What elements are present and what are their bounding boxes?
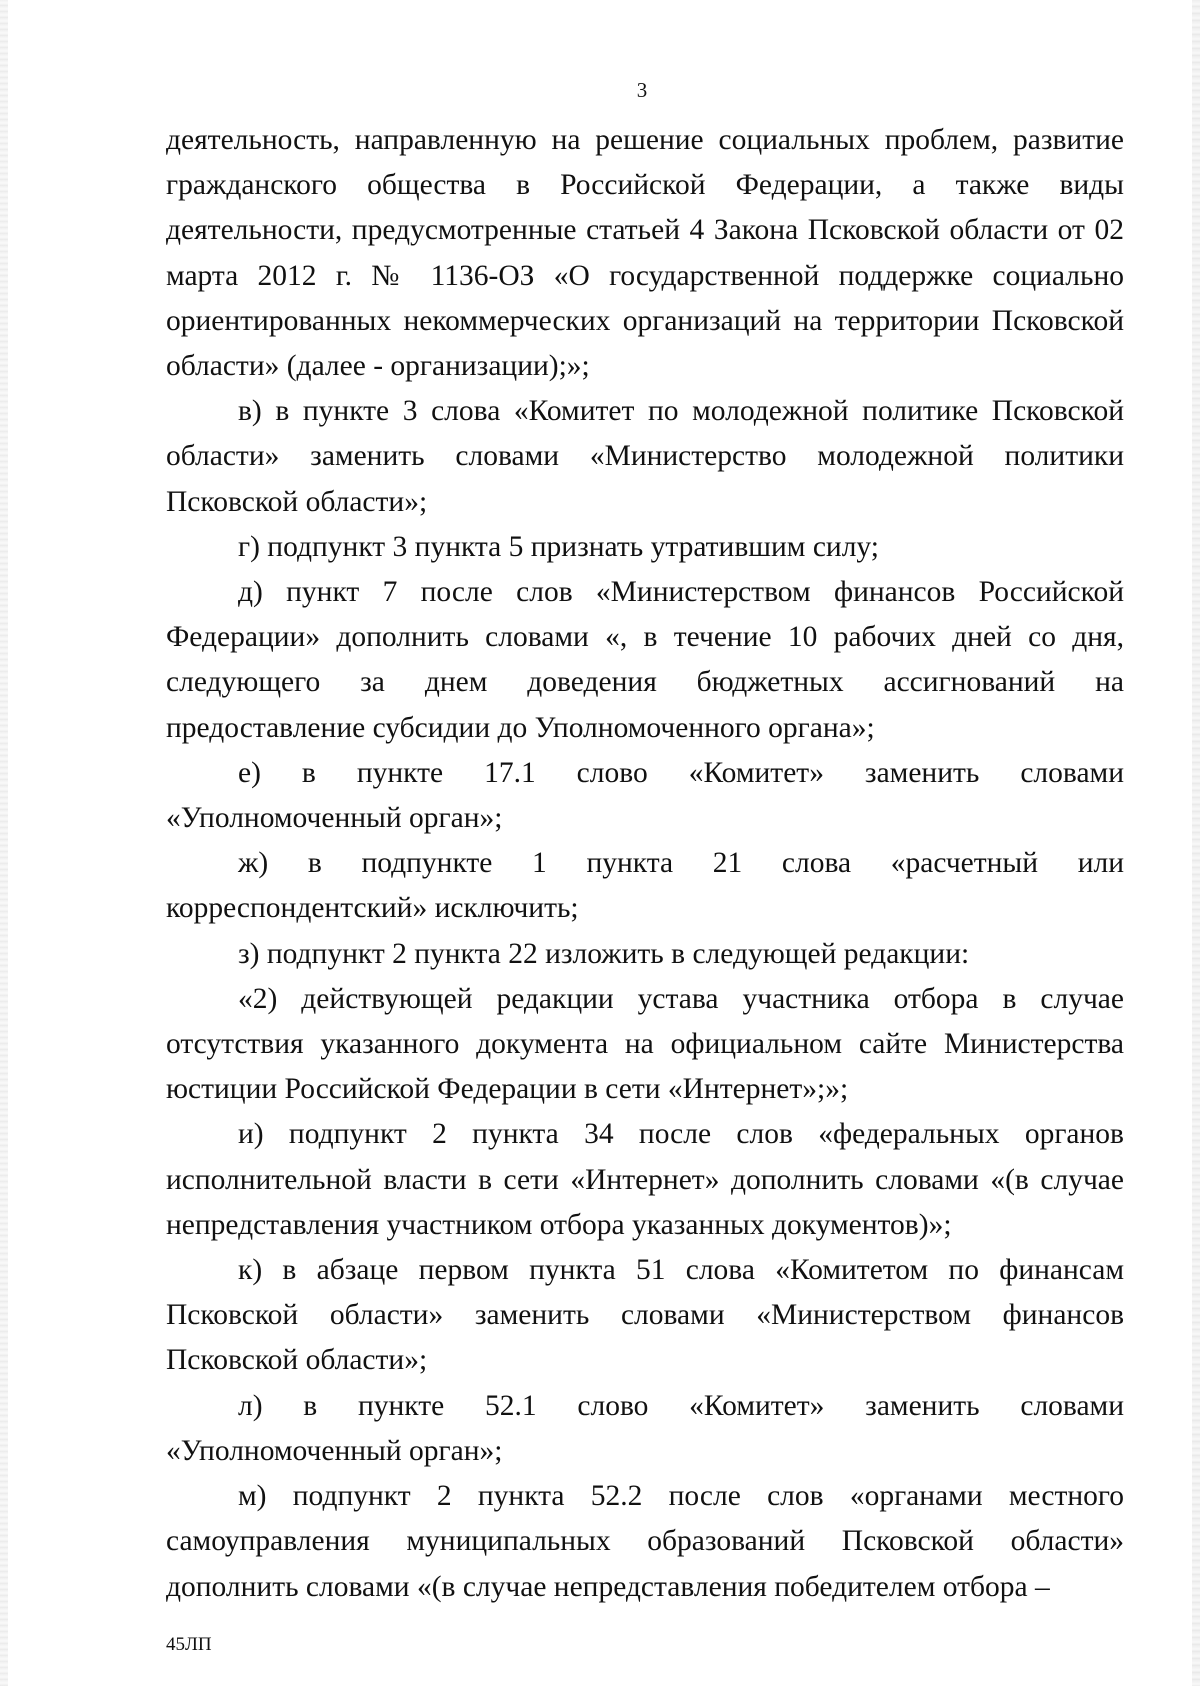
paragraph-item-m: м) подпункт 2 пункта 52.2 после слов «органами местного самоуправления муниципальных образований Псковской области» дополнить словами «(в случае непредставления победителем отбора – xyxy=(166,1480,1124,1603)
paragraph-item-z: з) подпункт 2 пункта 22 изложить в следующей редакции: xyxy=(238,937,970,970)
paragraph-item-l: л) в пункте 52.1 слово «Комитет» заменить словами «Уполномоченный орган»; xyxy=(166,1389,1124,1467)
paragraph-item-zh: ж) в подпункте 1 пункта 21 слова «расчетный или корреспондентский» исключить; xyxy=(166,847,1124,925)
paragraph-item-d: д) пункт 7 после слов «Министерством финансов Российской Федерации» дополнить словами «, в течение 10 рабочих дней со дня, следующего за днем доведения бюджетных ассигнований на предоставление субсидии до Уполномоченного органа»; xyxy=(166,576,1124,744)
scan-edge-left xyxy=(0,0,8,1686)
paragraph-continuation: деятельность, направленную на решение социальных проблем, развитие гражданского общества в Российской Федерации, а также виды деятельности, предусмотренные статьей 4 Закона Псковской области от 02 марта 2012 г. № 1136-ОЗ «О государственной поддержке социально ориентированных некоммерческих организаций на территории Псковской области» (далее - организации);»; xyxy=(166,124,1124,383)
paragraph-item-e: е) в пункте 17.1 слово «Комитет» заменить словами «Уполномоченный орган»; xyxy=(166,756,1124,835)
document-body xyxy=(166,118,1124,1610)
scan-edge-right xyxy=(1192,0,1200,1686)
paragraph-item-k: к) в абзаце первом пункта 51 слова «Комитетом по финансам Псковской области» заменить словами «Министерством финансов Псковской области»; xyxy=(166,1254,1124,1377)
paragraph-item-g: г) подпункт 3 пункта 5 признать утратившим силу; xyxy=(238,530,879,563)
paragraph-item-v: в) в пункте 3 слова «Комитет по молодежной политике Псковской области» заменить словами «Министерство молодежной политики Псковской области»; xyxy=(166,395,1124,518)
paragraph-item-i: и) подпункт 2 пункта 34 после слов «федеральных органов исполнительной власти в сети «Интернет» дополнить словами «(в случае непредставления участником отбора указанных документов)»; xyxy=(166,1118,1124,1241)
paragraph-quoted-subitem: «2) действующей редакции устава участника отбора в случае отсутствия указанного документа на официальном сайте Министерства юстиции Российской Федерации в сети «Интернет»;»; xyxy=(166,982,1124,1106)
document-code: 45ЛП xyxy=(166,1634,212,1655)
page-number: 3 xyxy=(636,78,648,102)
